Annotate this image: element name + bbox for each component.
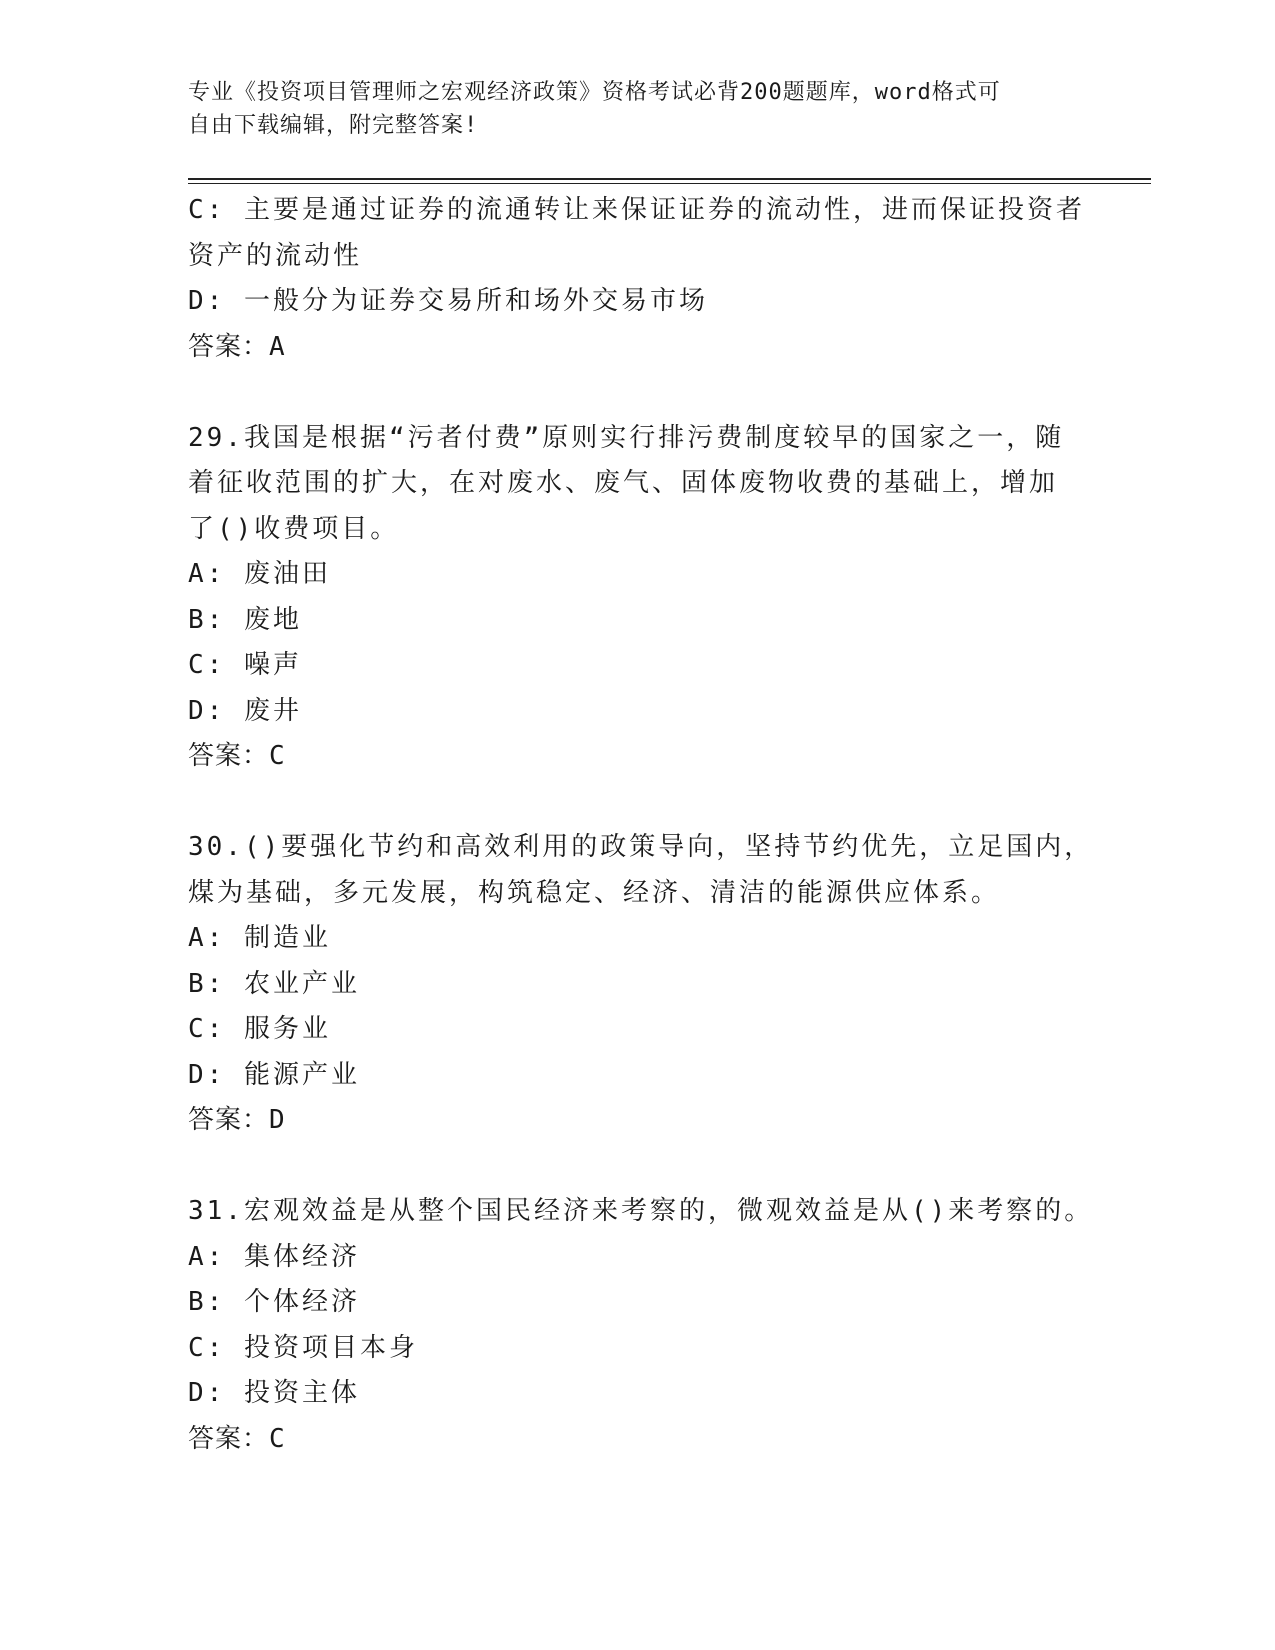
header-line-2: 自由下载编辑，附完整答案! <box>188 113 479 138</box>
option-b: B: 个体经济 <box>188 1287 360 1317</box>
answer: 答案：C <box>188 1423 286 1454</box>
answer: 答案：C <box>188 741 286 771</box>
option-c: C: 主要是通过证券的流通转让来保证证券的流动性，进而保证投资者 <box>188 195 1085 225</box>
answer: 答案：A <box>188 331 286 362</box>
question-stem: 31.宏观效益是从整个国民经济来考察的，微观效益是从()来考察的。 <box>188 1196 1094 1226</box>
option-a: A: 制造业 <box>188 923 331 953</box>
spacer <box>188 1144 1068 1190</box>
option-a: A: 废油田 <box>188 559 331 589</box>
spacer <box>188 370 1068 416</box>
question-stem-line-3: 了()收费项目。 <box>188 513 400 544</box>
answer: 答案：D <box>188 1105 286 1135</box>
document-header <box>188 76 1068 142</box>
option-c: C: 投资项目本身 <box>188 1332 418 1363</box>
question-stem: 29.我国是根据“污者付费”原则实行排污费制度较早的国家之一，随 <box>188 422 1065 453</box>
option-b: B: 废地 <box>188 604 302 635</box>
option-c: C: 服务业 <box>188 1014 331 1044</box>
option-d: D: 废井 <box>188 695 302 726</box>
question-29 <box>188 416 1068 780</box>
option-d: D: 一般分为证券交易所和场外交易市场 <box>188 286 708 316</box>
question-30 <box>188 825 1094 1144</box>
option-c-continued: 资产的流动性 <box>188 240 363 271</box>
header-divider <box>188 178 1151 184</box>
question-31 <box>188 1189 1094 1462</box>
header-line-1: 专业《投资项目管理师之宏观经济政策》资格考试必背200题题库，word格式可 <box>188 80 1001 105</box>
question-stem-line-2: 煤为基础，多元发展，构筑稳定、经济、清洁的能源供应体系。 <box>188 877 1001 908</box>
option-c: C: 噪声 <box>188 650 302 680</box>
option-b: B: 农业产业 <box>188 968 360 999</box>
option-d: D: 能源产业 <box>188 1059 360 1090</box>
option-d: D: 投资主体 <box>188 1378 360 1408</box>
question-list <box>188 188 1094 1462</box>
spacer <box>188 780 1068 826</box>
question-stem: 30.()要强化节约和高效利用的政策导向，坚持节约优先，立足国内， <box>188 832 1094 862</box>
option-a: A: 集体经济 <box>188 1241 360 1272</box>
question-28-continued <box>188 188 1085 370</box>
question-stem-line-2: 着征收范围的扩大，在对废水、废气、固体废物收费的基础上，增加 <box>188 468 1059 498</box>
